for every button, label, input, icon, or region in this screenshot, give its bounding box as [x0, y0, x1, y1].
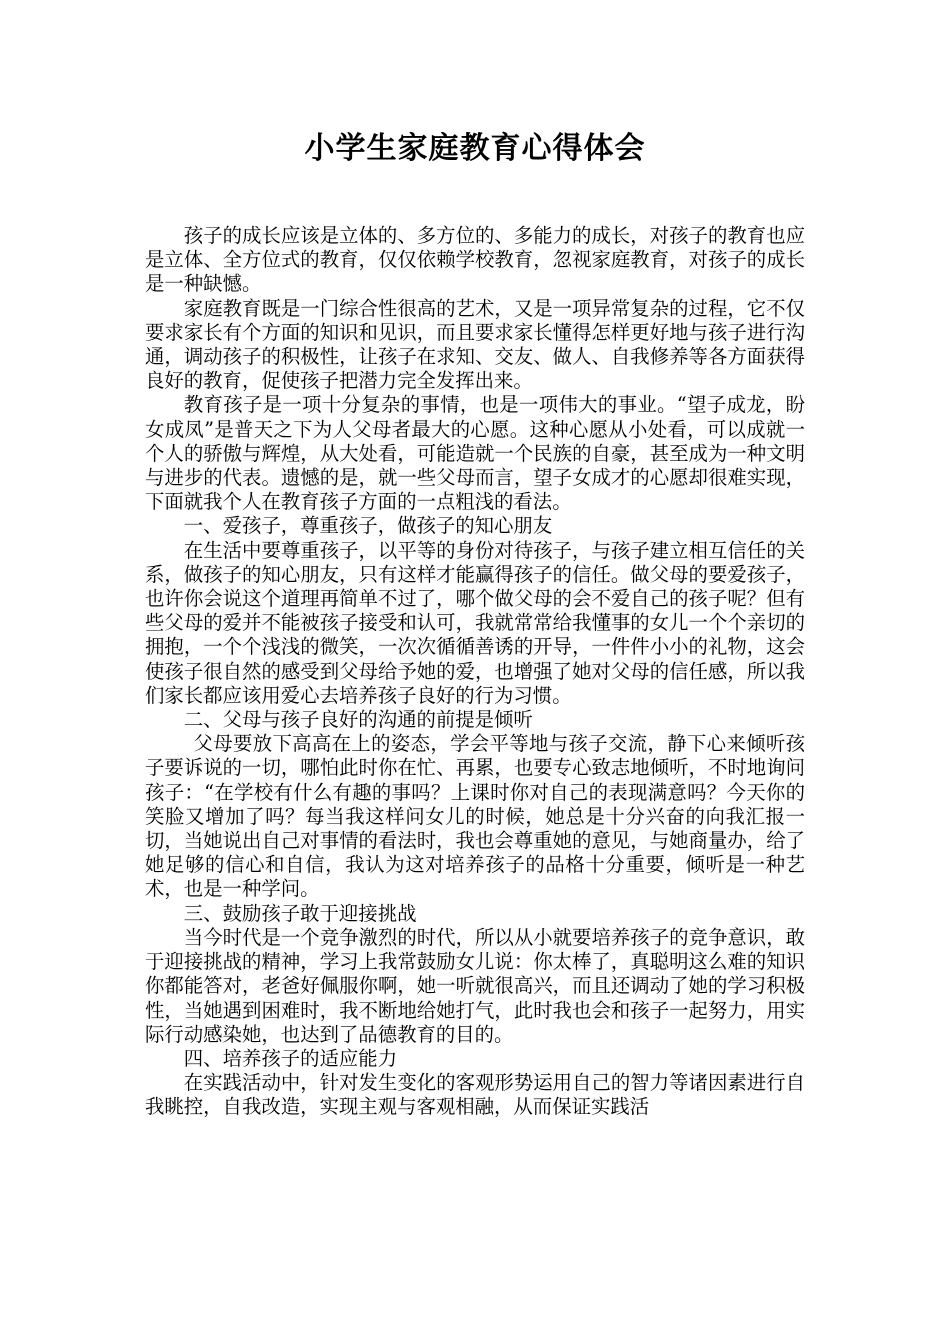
section-heading: 一、爱孩子，尊重孩子，做孩子的知心朋友 [183, 514, 553, 538]
paragraph: 教育孩子是一项十分复杂的事情，也是一项伟大的事业。“望子成龙，盼女成凤”是普天之下为人父母者最大的心愿。这种心愿从小处看，可以成就一个人的骄傲与辉煌，从大处看，可能造就一个民族的自豪，甚至成为一种文明与进步的代表。遗憾的是，就一些父母而言，望子女成才的心愿却很难实现，下面就我个人在教育孩子方面的一点粗浅的看法。 [145, 393, 805, 514]
section-heading: 三、鼓励孩子敢于迎接挑战 [183, 901, 417, 925]
paragraph: 当今时代是一个竞争激烈的时代，所以从小就要培养孩子的竞争意识，敢于迎接挑战的精神，学习上我常鼓励女儿说：你太棒了，真聪明这么难的知识你都能答对，老爸好佩服你啊，她一听就很高兴，而且还调动了她的学习积极性，当她遇到困难时，我不断地给她打气，此时我也会和孩子一起努力，用实际行动感染她，也达到了品德教育的目的。 [145, 925, 805, 1046]
document-body [145, 224, 805, 1120]
paragraph: 在生活中要尊重孩子，以平等的身份对待孩子，与孩子建立相互信任的关系，做孩子的知心朋友，只有这样才能赢得孩子的信任。做父母的要爱孩子，也许你会说这个道理再简单不过了，哪个做父母的会不爱自己的孩子呢？但有些父母的爱并不能被孩子接受和认可，我就常常给我懂事的女儿一个个亲切的拥抱，一个个浅浅的微笑，一次次循循善诱的开导，一件件小小的礼物，这会使孩子很自然的感受到父母给予她的爱，也增强了她对父母的信任感，所以我们家长都应该用爱心去培养孩子良好的行为习惯。 [145, 538, 805, 707]
paragraph: 家庭教育既是一门综合性很高的艺术，又是一项异常复杂的过程，它不仅要求家长有个方面的知识和见识，而且要求家长懂得怎样更好地与孩子进行沟通，调动孩子的积极性，让孩子在求知、交友、做人、自我修养等各方面获得良好的教育，促使孩子把潜力完全发挥出来。 [145, 296, 805, 393]
section-heading: 二、父母与孩子良好的沟通的前提是倾听 [183, 708, 533, 732]
document-title: 小学生家庭教育心得体会 [304, 131, 646, 166]
paragraph: 在实践活动中，针对发生变化的客观形势运用自己的智力等诸因素进行自我眺控，自我改造，实现主观与客观相融，从而保证实践活 [145, 1071, 805, 1119]
paragraph: 父母要放下高高在上的姿态，学会平等地与孩子交流，静下心来倾听孩子要诉说的一切，哪怕此时你在忙、再累，也要专心致志地倾听，不时地询问孩子：“在学校有什么有趣的事吗？上课时你对自己的表现满意吗？今天你的笑脸又增加了吗？每当我这样问女儿的时候，她总是十分兴奋的向我汇报一切，当她说出自己对事情的看法时，我也会尊重她的意见，与她商量办，给了她足够的信心和自信，我认为这对培养孩子的品格十分重要，倾听是一种艺术，也是一种学问。 [145, 732, 805, 901]
section-heading: 四、培养孩子的适应能力 [183, 1046, 398, 1070]
paragraph: 孩子的成长应该是立体的、多方位的、多能力的成长，对孩子的教育也应是立体、全方位式的教育，仅仅依赖学校教育，忽视家庭教育，对孩子的成长是一种缺憾。 [145, 224, 805, 296]
